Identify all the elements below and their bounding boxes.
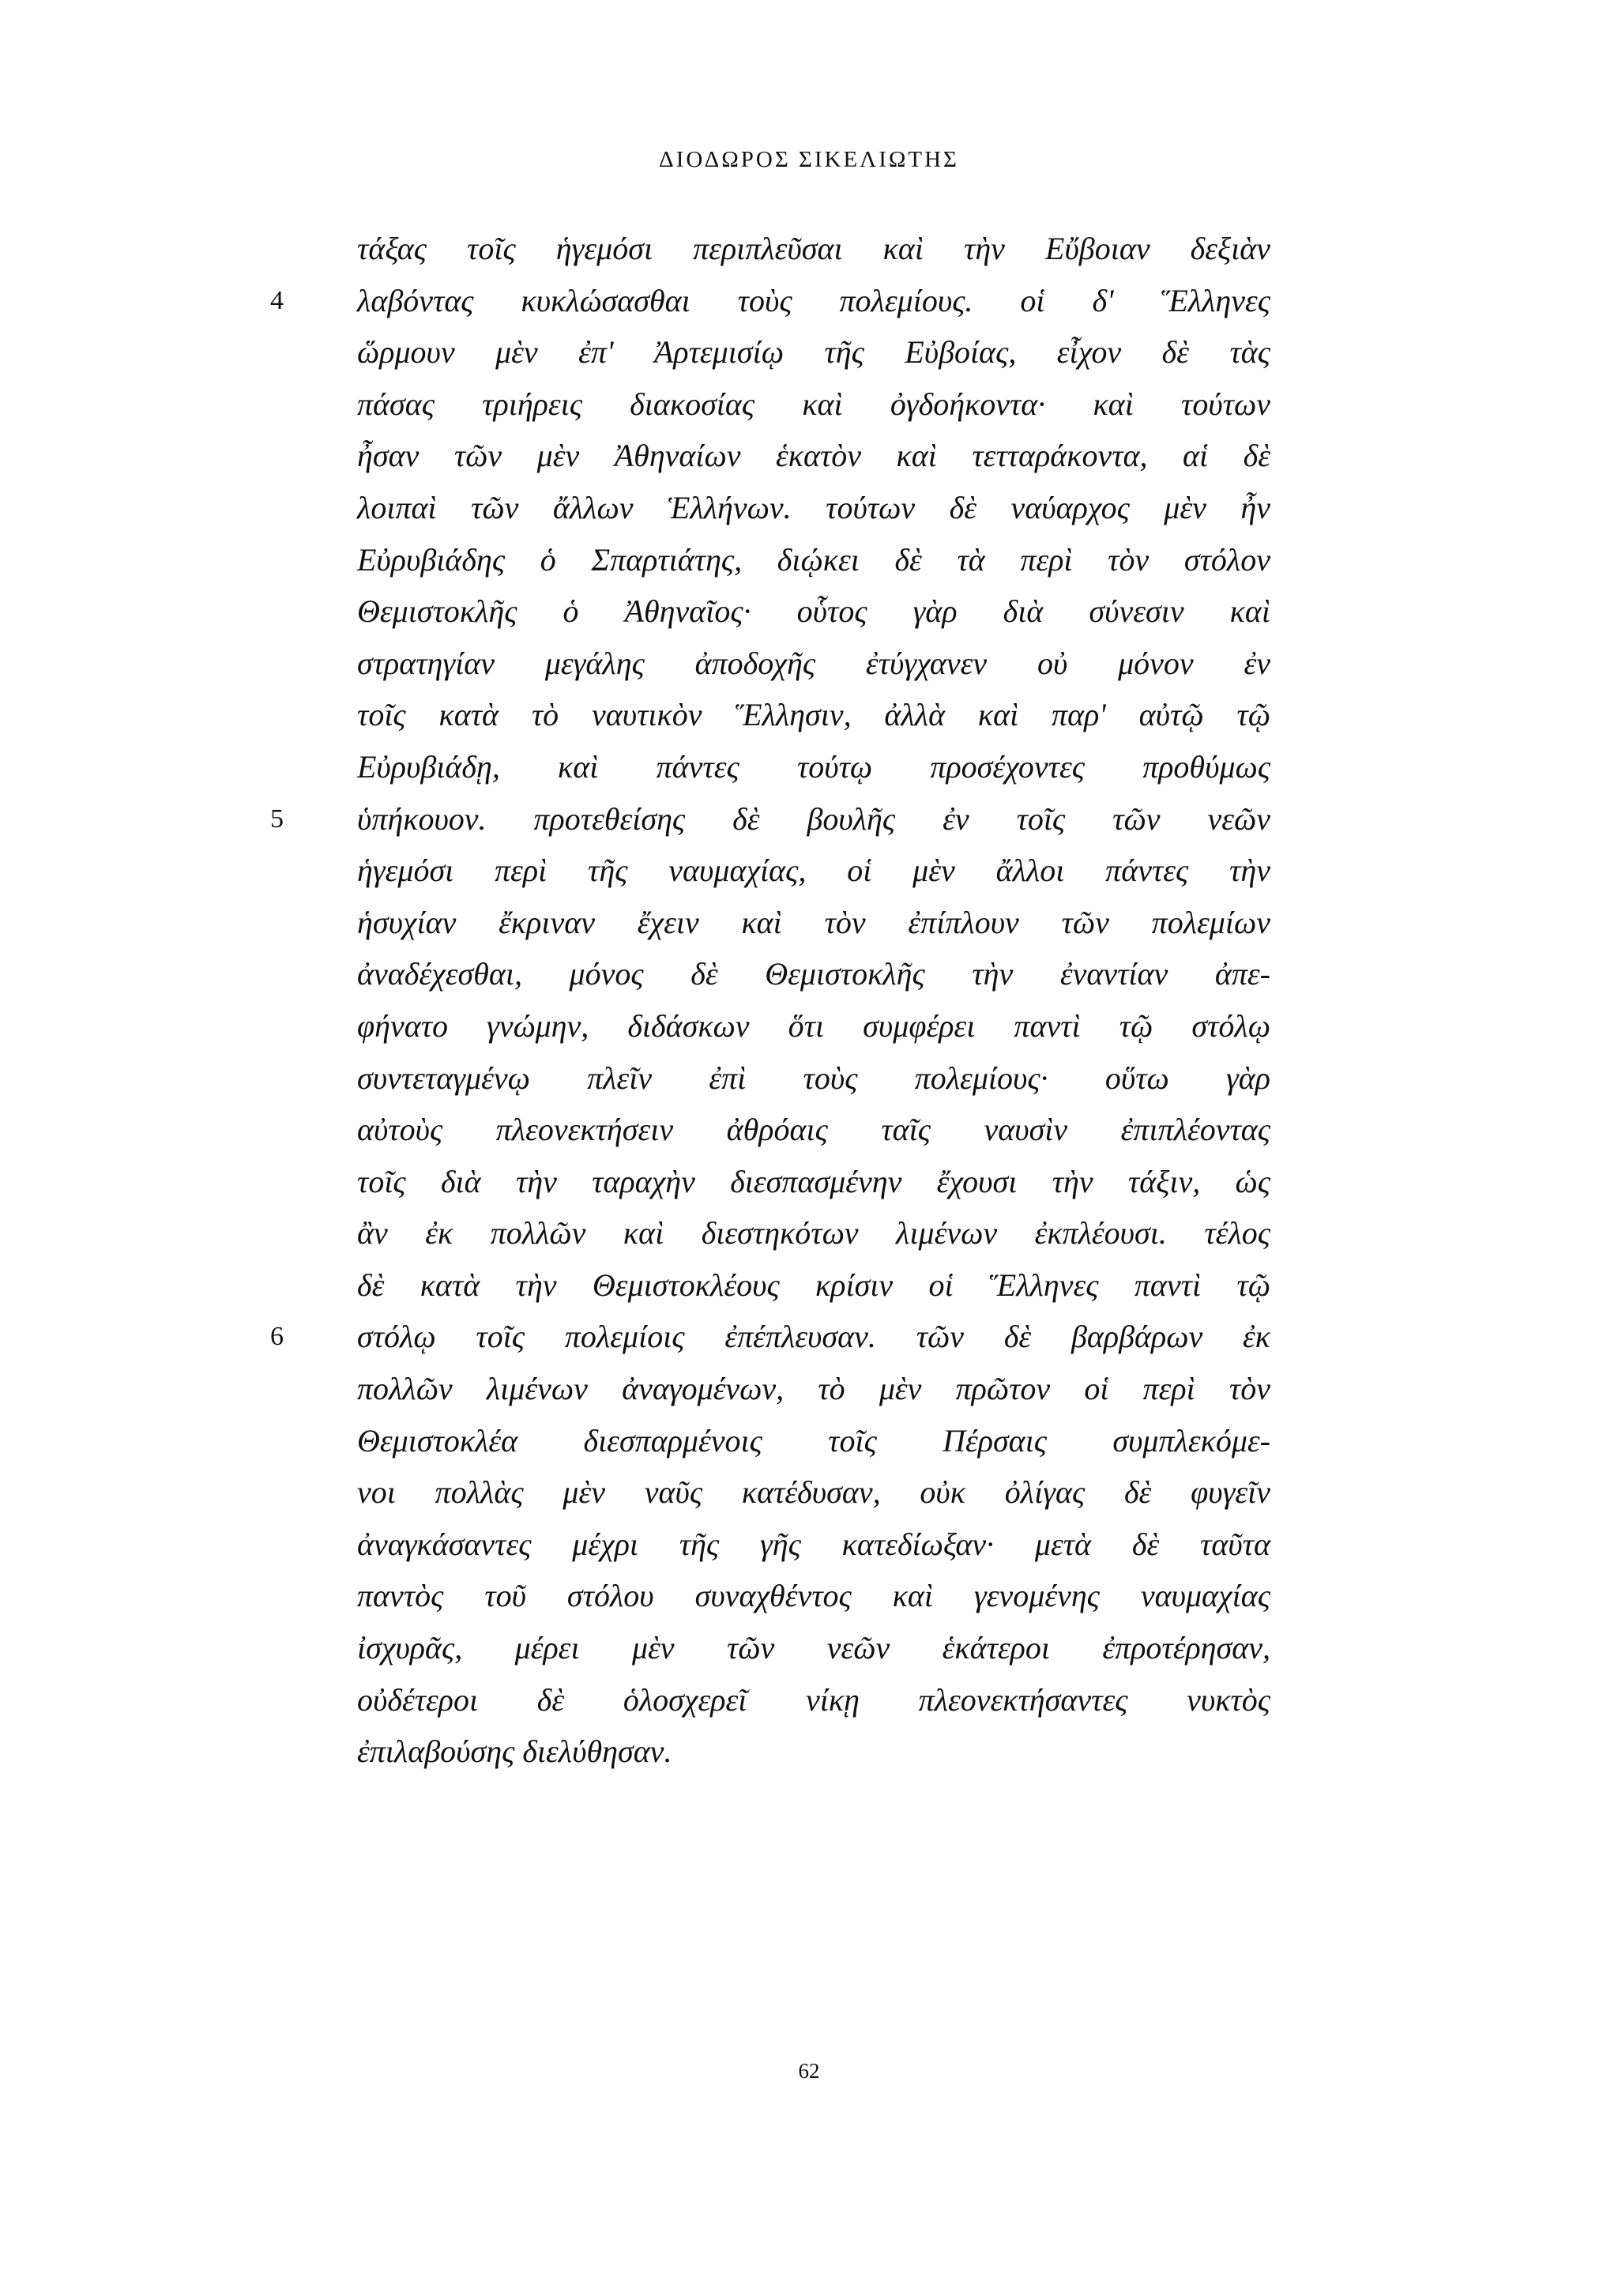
text-line — [357, 1726, 1270, 1778]
text-line — [357, 534, 1270, 586]
line-text: λαβόντας κυκλώσασθαι τοὺς πολεμίους. οἱ δ' Ἕλληνες — [357, 282, 1270, 318]
line-text: ἀναδέχεσθαι, μόνος δὲ Θεμιστοκλῆς τὴν ἐναντίαν ἀπε- — [357, 956, 1270, 992]
text-line — [357, 948, 1270, 1000]
line-text: δὲ κατὰ τὴν Θεμιστοκλέους κρίσιν οἱ Ἕλληνες παντὶ τῷ — [357, 1267, 1270, 1303]
text-line — [357, 585, 1270, 638]
text-line — [270, 275, 1270, 327]
text-line — [357, 1052, 1270, 1105]
text-block — [270, 223, 1270, 1778]
line-text: στόλῳ τοῖς πολεμίοις ἐπέπλευσαν. τῶν δὲ βαρβάρων ἐκ — [357, 1319, 1270, 1355]
line-text: πολλῶν λιμένων ἀναγομένων, τὸ μὲν πρῶτον οἱ περὶ τὸν — [357, 1371, 1270, 1407]
text-line — [357, 223, 1270, 275]
line-text: ἀναγκάσαντες μέχρι τῆς γῆς κατεδίωξαν· μετὰ δὲ ταῦτα — [357, 1526, 1270, 1562]
page-number: 62 — [798, 2059, 820, 2083]
line-text: Θεμιστοκλῆς ὁ Ἀθηναῖος· οὗτος γὰρ διὰ σύνεσιν καὶ — [357, 593, 1270, 630]
line-text: ἂν ἐκ πολλῶν καὶ διεστηκότων λιμένων ἐκπλέουσι. τέλος — [357, 1215, 1270, 1252]
text-line — [357, 1466, 1270, 1519]
line-text: συντεταγμένῳ πλεῖν ἐπὶ τοὺς πολεμίους· οὕτω γὰρ — [357, 1060, 1270, 1096]
text-line — [357, 326, 1270, 378]
text-line — [357, 1156, 1270, 1208]
line-text: ἡγεμόσι περὶ τῆς ναυμαχίας, οἱ μὲν ἄλλοι πάντες τὴν — [357, 853, 1270, 889]
text-line — [357, 1519, 1270, 1571]
section-number: 4 — [270, 285, 284, 315]
line-text: ὥρμουν μὲν ἐπ' Ἀρτεμισίῳ τῆς Εὐβοίας, εἶχον δὲ τὰς — [357, 334, 1270, 371]
text-line — [270, 793, 1270, 845]
text-line — [357, 1363, 1270, 1415]
text-line — [357, 1622, 1270, 1674]
text-line — [357, 638, 1270, 690]
line-text: στρατηγίαν μεγάλης ἀποδοχῆς ἐτύγχανεν οὐ μόνον ἐν — [357, 645, 1270, 681]
text-line — [357, 897, 1270, 949]
section-number: 6 — [270, 1322, 284, 1352]
text-line — [357, 1674, 1270, 1726]
text-line — [357, 1000, 1270, 1052]
line-text: τοῖς διὰ τὴν ταραχὴν διεσπασμένην ἔχουσι τὴν τάξιν, ὡς — [357, 1163, 1270, 1199]
line-text: ἰσχυρᾶς, μέρει μὲν τῶν νεῶν ἑκάτεροι ἐπροτέρησαν, — [357, 1630, 1270, 1666]
line-text: ὑπήκουον. προτεθείσης δὲ βουλῆς ἐν τοῖς τῶν νεῶν — [357, 800, 1270, 837]
text-line — [270, 1311, 1270, 1363]
text-line — [357, 430, 1270, 482]
line-text: λοιπαὶ τῶν ἄλλων Ἑλλήνων. τούτων δὲ ναύαρχος μὲν ἦν — [357, 489, 1270, 525]
line-text: τάξας τοῖς ἡγεμόσι περιπλεῦσαι καὶ τὴν Εὔβοιαν δεξιὰν — [357, 231, 1270, 266]
line-text: Εὐρυβιάδης ὁ Σπαρτιάτης, διῴκει δὲ τὰ περὶ τὸν στόλον — [357, 541, 1270, 578]
line-text: ἡσυχίαν ἔκριναν ἔχειν καὶ τὸν ἐπίπλουν τῶν πολεμίων — [357, 904, 1270, 940]
text-line — [357, 689, 1270, 741]
line-text: οὐδέτεροι δὲ ὁλοσχερεῖ νίκῃ πλεονεκτήσαντες νυκτὸς — [357, 1681, 1270, 1718]
line-text: φήνατο γνώμην, διδάσκων ὅτι συμφέρει παντὶ τῷ στόλῳ — [357, 1007, 1270, 1044]
running-head: ΔΙΟΔΩΡΟΣ ΣΙΚΕΛΙΩΤΗΣ — [659, 147, 959, 172]
text-line — [357, 482, 1270, 534]
text-line — [357, 845, 1270, 897]
line-text: νοι πολλὰς μὲν ναῦς κατέδυσαν, οὐκ ὀλίγας δὲ φυγεῖν — [357, 1474, 1270, 1511]
line-text: παντὸς τοῦ στόλου συναχθέντος καὶ γενομένης ναυμαχίας — [357, 1578, 1270, 1614]
line-text: Εὐρυβιάδῃ, καὶ πάντες τούτῳ προσέχοντες προθύμως — [357, 748, 1270, 785]
line-text: ἦσαν τῶν μὲν Ἀθηναίων ἑκατὸν καὶ τετταράκοντα, αἱ δὲ — [357, 438, 1270, 474]
line-text: Θεμιστοκλέα διεσπαρμένοις τοῖς Πέρσαις συμπλεκόμε- — [357, 1422, 1270, 1459]
line-text: αὐτοὺς πλεονεκτήσειν ἀθρόαις ταῖς ναυσὶν ἐπιπλέοντας — [357, 1112, 1270, 1148]
text-line — [357, 741, 1270, 793]
text-line — [357, 1104, 1270, 1156]
text-line — [357, 1570, 1270, 1622]
line-text: ἐπιλαβούσης διελύθησαν. — [357, 1733, 672, 1770]
text-line — [357, 378, 1270, 431]
text-line — [357, 1207, 1270, 1259]
line-text: τοῖς κατὰ τὸ ναυτικὸν Ἕλλησιν, ἀλλὰ καὶ παρ' αὐτῷ τῷ — [357, 697, 1270, 733]
text-line — [357, 1259, 1270, 1312]
section-number: 5 — [270, 804, 284, 834]
line-text: πάσας τριήρεις διακοσίας καὶ ὀγδοήκοντα· καὶ τούτων — [357, 386, 1270, 422]
text-line — [357, 1415, 1270, 1467]
